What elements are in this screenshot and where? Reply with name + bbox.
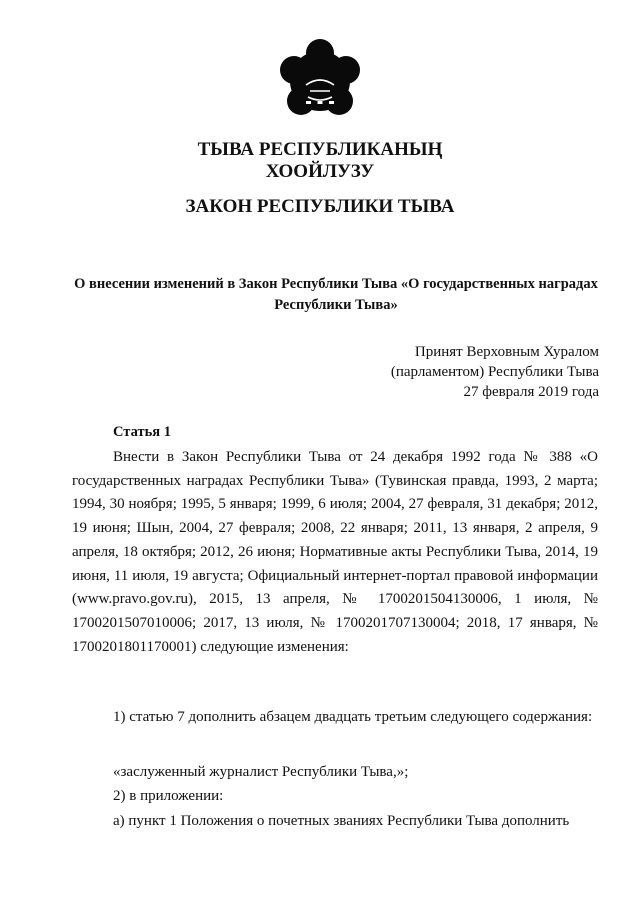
item-2a-paragraph: а) пункт 1 Положения о почетных званиях Республики Тыва дополнить [113, 813, 570, 829]
item-2-paragraph: 2) в приложении: [113, 788, 224, 804]
adoption-line2: (парламентом) Республики Тыва [390, 364, 599, 380]
adoption-date: 27 февраля 2019 года [463, 384, 599, 400]
tyva-heading-line1: ТЫВА РЕСПУБЛИКАНЫҢ [197, 139, 443, 160]
item-1-quote: «заслуженный журналист Республики Тыва,»; [113, 764, 409, 780]
adoption-line1: Принят Верховным Хуралом [414, 344, 599, 360]
item-1-paragraph: 1) статью 7 дополнить абзацем двадцать третьим следующего содержания: [113, 709, 593, 725]
tyva-law-heading [0, 139, 640, 183]
emblem-of-tuva-icon [276, 35, 364, 123]
adoption-note [391, 342, 599, 402]
law-title: ЗАКОН РЕСПУБЛИКИ ТЫВА [185, 196, 455, 217]
tyva-heading-line2: ХООЙЛУЗУ [265, 161, 375, 182]
article-intro-paragraph: Внести в Закон Республики Тыва от 24 декабря 1992 года № 388 «О государственных наградах Республики Тыва» (Тувинская правда, 1993, 2 марта; 1994, 30 ноября; 1995, 5 января; 1999, 6 июля; 2004, 27 февраля, 31 декабря; 2012, 19 июня; Шын, 2004, 27 февраля; 2008, 22 января; 2011, 13 января, 2 апреля, 9 апреля, 18 октября; 2012, 26 июня; Нормативные акты Республики Тыва, 2014, 19 июня, 11 июля, 19 августа; Официальный интернет-портал правовой информации (www.pravo.gov.ru), 2015, 13 апреля, № 1700201504130006, 1 июля, № 1700201507010006; 2017, 13 июля, № 1700201707130004; 2018, 17 января, № 1700201801170001) следующие изменения: [72, 449, 598, 655]
article-title: Статья 1 [113, 424, 171, 440]
law-subject: О внесении изменений в Закон Республики Тыва «О государственных наградах Республики Тыва» [74, 276, 598, 313]
